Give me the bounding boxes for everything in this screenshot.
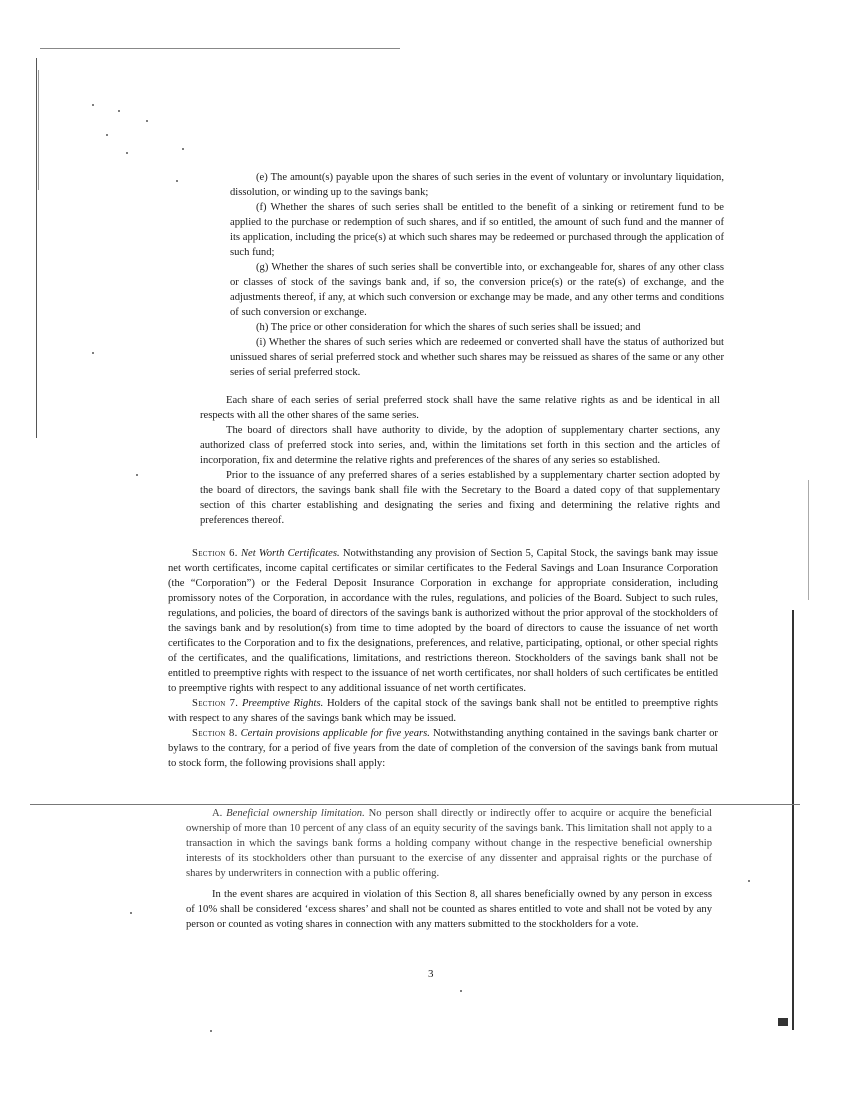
paragraph-each-share: Each share of each series of serial preferred stock shall have the same relative rights as and be identical in all respects with all the other shares of the same series. bbox=[200, 395, 720, 421]
section-8 bbox=[168, 726, 718, 771]
item-g: (g) Whether the shares of such series shall be convertible into, or exchangeable for, shares of any other class or classes of stock of the savings bank and, if so, the conversion price(s) or the rate(s) of exchange, and the adjustments thereof, if any, at which such conversion or exchange may be made, and any other terms and conditions of such conversion or exchange. bbox=[230, 262, 724, 318]
scan-speck bbox=[146, 120, 148, 122]
item-a-body: No person shall directly or indirectly offer to acquire or acquire the beneficial ownership of more than 10 percent of any class of an equity security of the savings bank. This limitation shall not apply to a transaction in which the savings bank forms a holding company without change in the respective beneficial ownership interests of its stockholders other than pursuant to the exercise of any dissenter and appraisal rights or the purchase of shares by underwriters in connection with a public offering. bbox=[186, 808, 712, 879]
scan-mark bbox=[778, 1018, 788, 1026]
section-8-provisions bbox=[186, 806, 712, 932]
scan-speck bbox=[136, 474, 138, 476]
enumerated-items bbox=[230, 170, 724, 380]
scan-speck bbox=[748, 880, 750, 882]
item-f: (f) Whether the shares of such series shall be entitled to the benefit of a sinking or retirement fund to be applied to the purchase or redemption of such shares, and if so entitled, the amount of such fund and the manner of its application, including the price(s) at which such shares may be redeemed or purchased through the application of such fund; bbox=[230, 202, 724, 258]
item-a-label: A. bbox=[212, 808, 223, 819]
scan-speck bbox=[210, 1030, 212, 1032]
page-number: 3 bbox=[428, 968, 434, 980]
item-a-title: Beneficial ownership limitation. bbox=[226, 808, 365, 819]
item-e: (e) The amount(s) payable upon the shares of such series in the event of voluntary or involuntary liquidation, dissolution, or winding up to the savings bank; bbox=[230, 172, 724, 198]
section-7-body: Holders of the capital stock of the savings bank shall not be entitled to preemptive rights with respect to any shares of the savings bank which may be issued. bbox=[168, 698, 718, 724]
section-7 bbox=[168, 696, 718, 726]
paragraph-prior-issuance: Prior to the issuance of any preferred shares of a series established by a supplementary charter section adopted by the board of directors, the savings bank shall file with the Secretary to the Board a dated copy of that supplementary section of this charter establishing and designating the series and fixing and determining the relative rights and preferences thereof. bbox=[200, 470, 720, 526]
section-8-label: Section 8. bbox=[192, 728, 238, 739]
scan-speck bbox=[176, 180, 178, 182]
scan-edge-right bbox=[792, 610, 794, 1030]
scan-edge-left bbox=[36, 58, 37, 438]
scan-speck bbox=[92, 352, 94, 354]
paragraph-board-authority: The board of directors shall have authority to divide, by the adoption of supplementary charter sections, any authorized class of preferred stock into series, and, within the limitations set forth in this section and the articles of incorporation, fix and determine the relative rights and preferences of the shares of any series so established. bbox=[200, 425, 720, 466]
section-7-label: Section 7. bbox=[192, 698, 239, 709]
scan-edge-top bbox=[40, 48, 400, 49]
scan-edge-left-inner bbox=[38, 70, 39, 190]
item-h: (h) The price or other consideration for which the shares of such series shall be issued; and bbox=[256, 322, 641, 333]
section-6-body: Notwithstanding any provision of Section 5, Capital Stock, the savings bank may issue net worth certificates, income capital certificates or similar certificates to the Federal Savings and Loan Insurance Corporation (the “Corporation”) or the Federal Deposit Insurance Corporation in exchange for appropriate consideration, including promissory notes of the Corporation, in accordance with the rules, regulations, and policies of the Board. Subject to such rules, regulations, and policies, the board of directors of the savings bank is authorized without the prior approval of the stockholders of the savings bank and by resolution(s) from time to time adopted by the board of directors to cause the issuance of net worth certificates to the Corporation and to fix the designations, preferences, and relative, participating, optional, or other special rights of the certificates, and the qualifications, limitations, and restrictions thereon. Stockholders of the savings bank shall not be entitled to preemptive rights with respect to the issuance of net worth certificates, nor shall holders of such certificates be entitled to preemptive rights with respect to any additional issuance of net worth certificates. bbox=[168, 548, 719, 694]
sections-6-to-8 bbox=[168, 546, 718, 771]
section-6-label: Section 6. bbox=[192, 548, 238, 559]
scan-speck bbox=[182, 148, 184, 150]
section-7-title: Preemptive Rights. bbox=[241, 698, 324, 709]
scan-speck bbox=[130, 912, 132, 914]
section-6 bbox=[168, 546, 718, 696]
item-i: (i) Whether the shares of such series which are redeemed or converted shall have the status of authorized but unissued shares of serial preferred stock and whether such shares may be reissued as shares of the same or any other series of serial preferred stock. bbox=[230, 337, 724, 378]
paragraph-excess-shares: In the event shares are acquired in violation of this Section 8, all shares beneficially owned by any person in excess of 10% shall be considered ‘excess shares’ and shall not be counted as shares entitled to vote and shall not be voted by any person or counted as voting shares in connection with any matters submitted to the stockholders for a vote. bbox=[186, 889, 712, 930]
section-6-title: Net Worth Certificates. bbox=[240, 548, 340, 559]
scan-speck bbox=[92, 104, 94, 106]
scan-speck bbox=[118, 110, 120, 112]
scan-speck bbox=[106, 134, 108, 136]
fold-line bbox=[30, 804, 800, 805]
scan-edge-right-inner bbox=[808, 480, 809, 600]
item-a bbox=[186, 806, 712, 881]
scan-speck bbox=[460, 990, 462, 992]
section-8-body: Notwithstanding anything contained in the savings bank charter or bylaws to the contrary, for a period of five years from the date of completion of the conversion of the savings bank from mutual to stock form, the following provisions shall apply: bbox=[168, 728, 718, 769]
scan-speck bbox=[126, 152, 128, 154]
serial-preferred-paragraphs bbox=[200, 393, 720, 528]
section-8-title: Certain provisions applicable for five years. bbox=[240, 728, 430, 739]
